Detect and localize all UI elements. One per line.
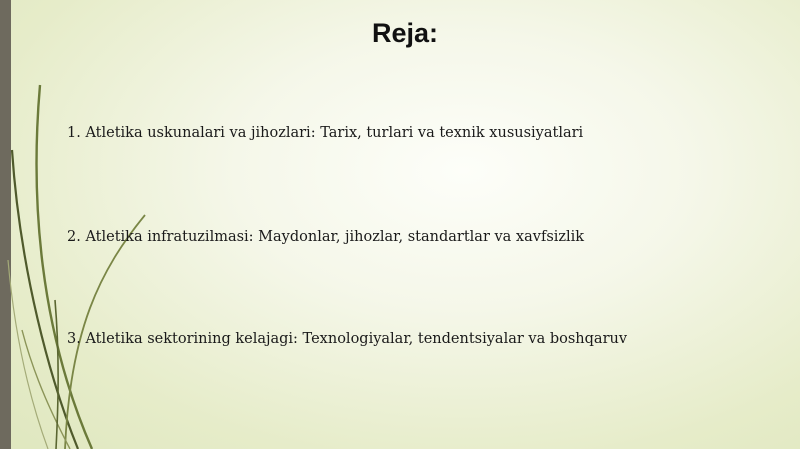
agenda-item-3: 3. Atletika sektorining kelajagi: Texnologiyalar, tendentsiyalar va boshqaruv — [67, 331, 628, 347]
agenda-item-2: 2. Atletika infratuzilmasi: Maydonlar, jihozlar, standartlar va xavfsizlik — [67, 229, 585, 245]
grass-stems-decoration — [0, 0, 200, 449]
slide-title: Reja: — [371, 18, 439, 48]
agenda-item-1: 1. Atletika uskunalari va jihozlari: Tarix, turlari va texnik xususiyatlari — [67, 125, 584, 141]
